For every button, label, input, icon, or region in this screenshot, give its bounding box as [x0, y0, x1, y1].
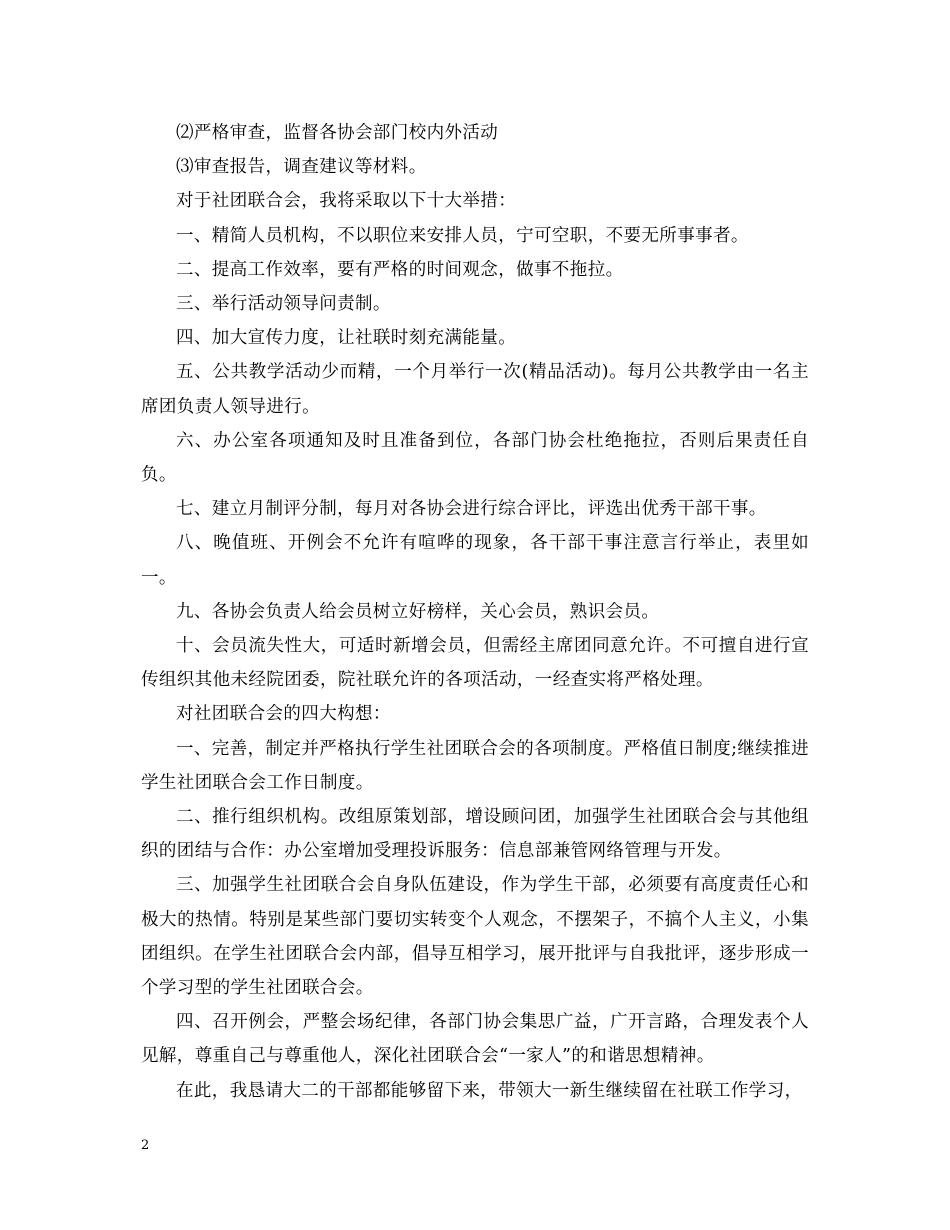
paragraph: 三、加强学生社团联合会自身队伍建设，作为学生干部，必须要有高度责任心和极大的热情。特别是某些部门要切实转变个人观念，不摆架子，不搞个人主义，小集团组织。在学生社团联合会内部，倡导互相学习，展开批评与自我批评，逐步形成一个学习型的学生社团联合会。 [141, 875, 809, 999]
paragraph: 二、推行组织机构。改组原策划部，增设顾问团，加强学生社团联合会与其他组织的团结与合作：办公室增加受理投诉服务：信息部兼管网络管理与开发。 [141, 807, 809, 862]
paragraph: 一、完善，制定并严格执行学生社团联合会的各项制度。严格值日制度;继续推进学生社团联合会工作日制度。 [141, 738, 809, 793]
paragraph: 二、提高工作效率，要有严格的时间观念，做事不拖拉。 [176, 259, 624, 280]
paragraph: ⑵严格审查，监督各协会部门校内外活动 [176, 123, 499, 143]
paragraph: 对社团联合会的四大构想： [176, 704, 391, 725]
paragraph: 一、精简人员机构，不以职位来安排人员，宁可空职，不要无所事事者。 [176, 225, 749, 246]
document-body [141, 116, 809, 1108]
paragraph: 五、公共教学活动少而精，一个月举行一次(精品活动)。每月公共教学由一名主席团负责人领导进行。 [141, 362, 809, 417]
paragraph: 十、会员流失性大，可适时新增会员，但需经主席团同意允许。不可擅自进行宣传组织其他未经院团委，院社联允许的各项活动，一经查实将严格处理。 [141, 636, 809, 691]
paragraph: 四、加大宣传力度，让社联时刻充满能量。 [176, 328, 517, 349]
paragraph: 对于社团联合会，我将采取以下十大举措： [176, 191, 517, 212]
paragraph: 九、各协会负责人给会员树立好榜样，关心会员，熟识会员。 [176, 601, 660, 622]
paragraph: 三、举行活动领导问责制。 [176, 294, 391, 315]
paragraph: 在此，我恳请大二的干部都能够留下来，带领大一新生继续留在社联工作学习， [176, 1080, 803, 1101]
page-number: 2 [141, 1138, 150, 1153]
paragraph: 七、建立月制评分制，每月对各协会进行综合评比，评选出优秀干部干事。 [176, 499, 767, 520]
paragraph: 四、召开例会，严整会场纪律，各部门协会集思广益，广开言路，合理发表个人见解，尊重自己与尊重他人，深化社团联合会“一家人”的和谐思想精神。 [141, 1012, 809, 1067]
paragraph: 八、晚值班、开例会不允许有喧哗的现象，各干部干事注意言行举止，表里如一。 [141, 533, 809, 588]
paragraph: ⑶审查报告，调查建议等材料。 [176, 157, 427, 178]
paragraph: 六、办公室各项通知及时且准备到位，各部门协会杜绝拖拉，否则后果责任自负。 [141, 430, 809, 486]
